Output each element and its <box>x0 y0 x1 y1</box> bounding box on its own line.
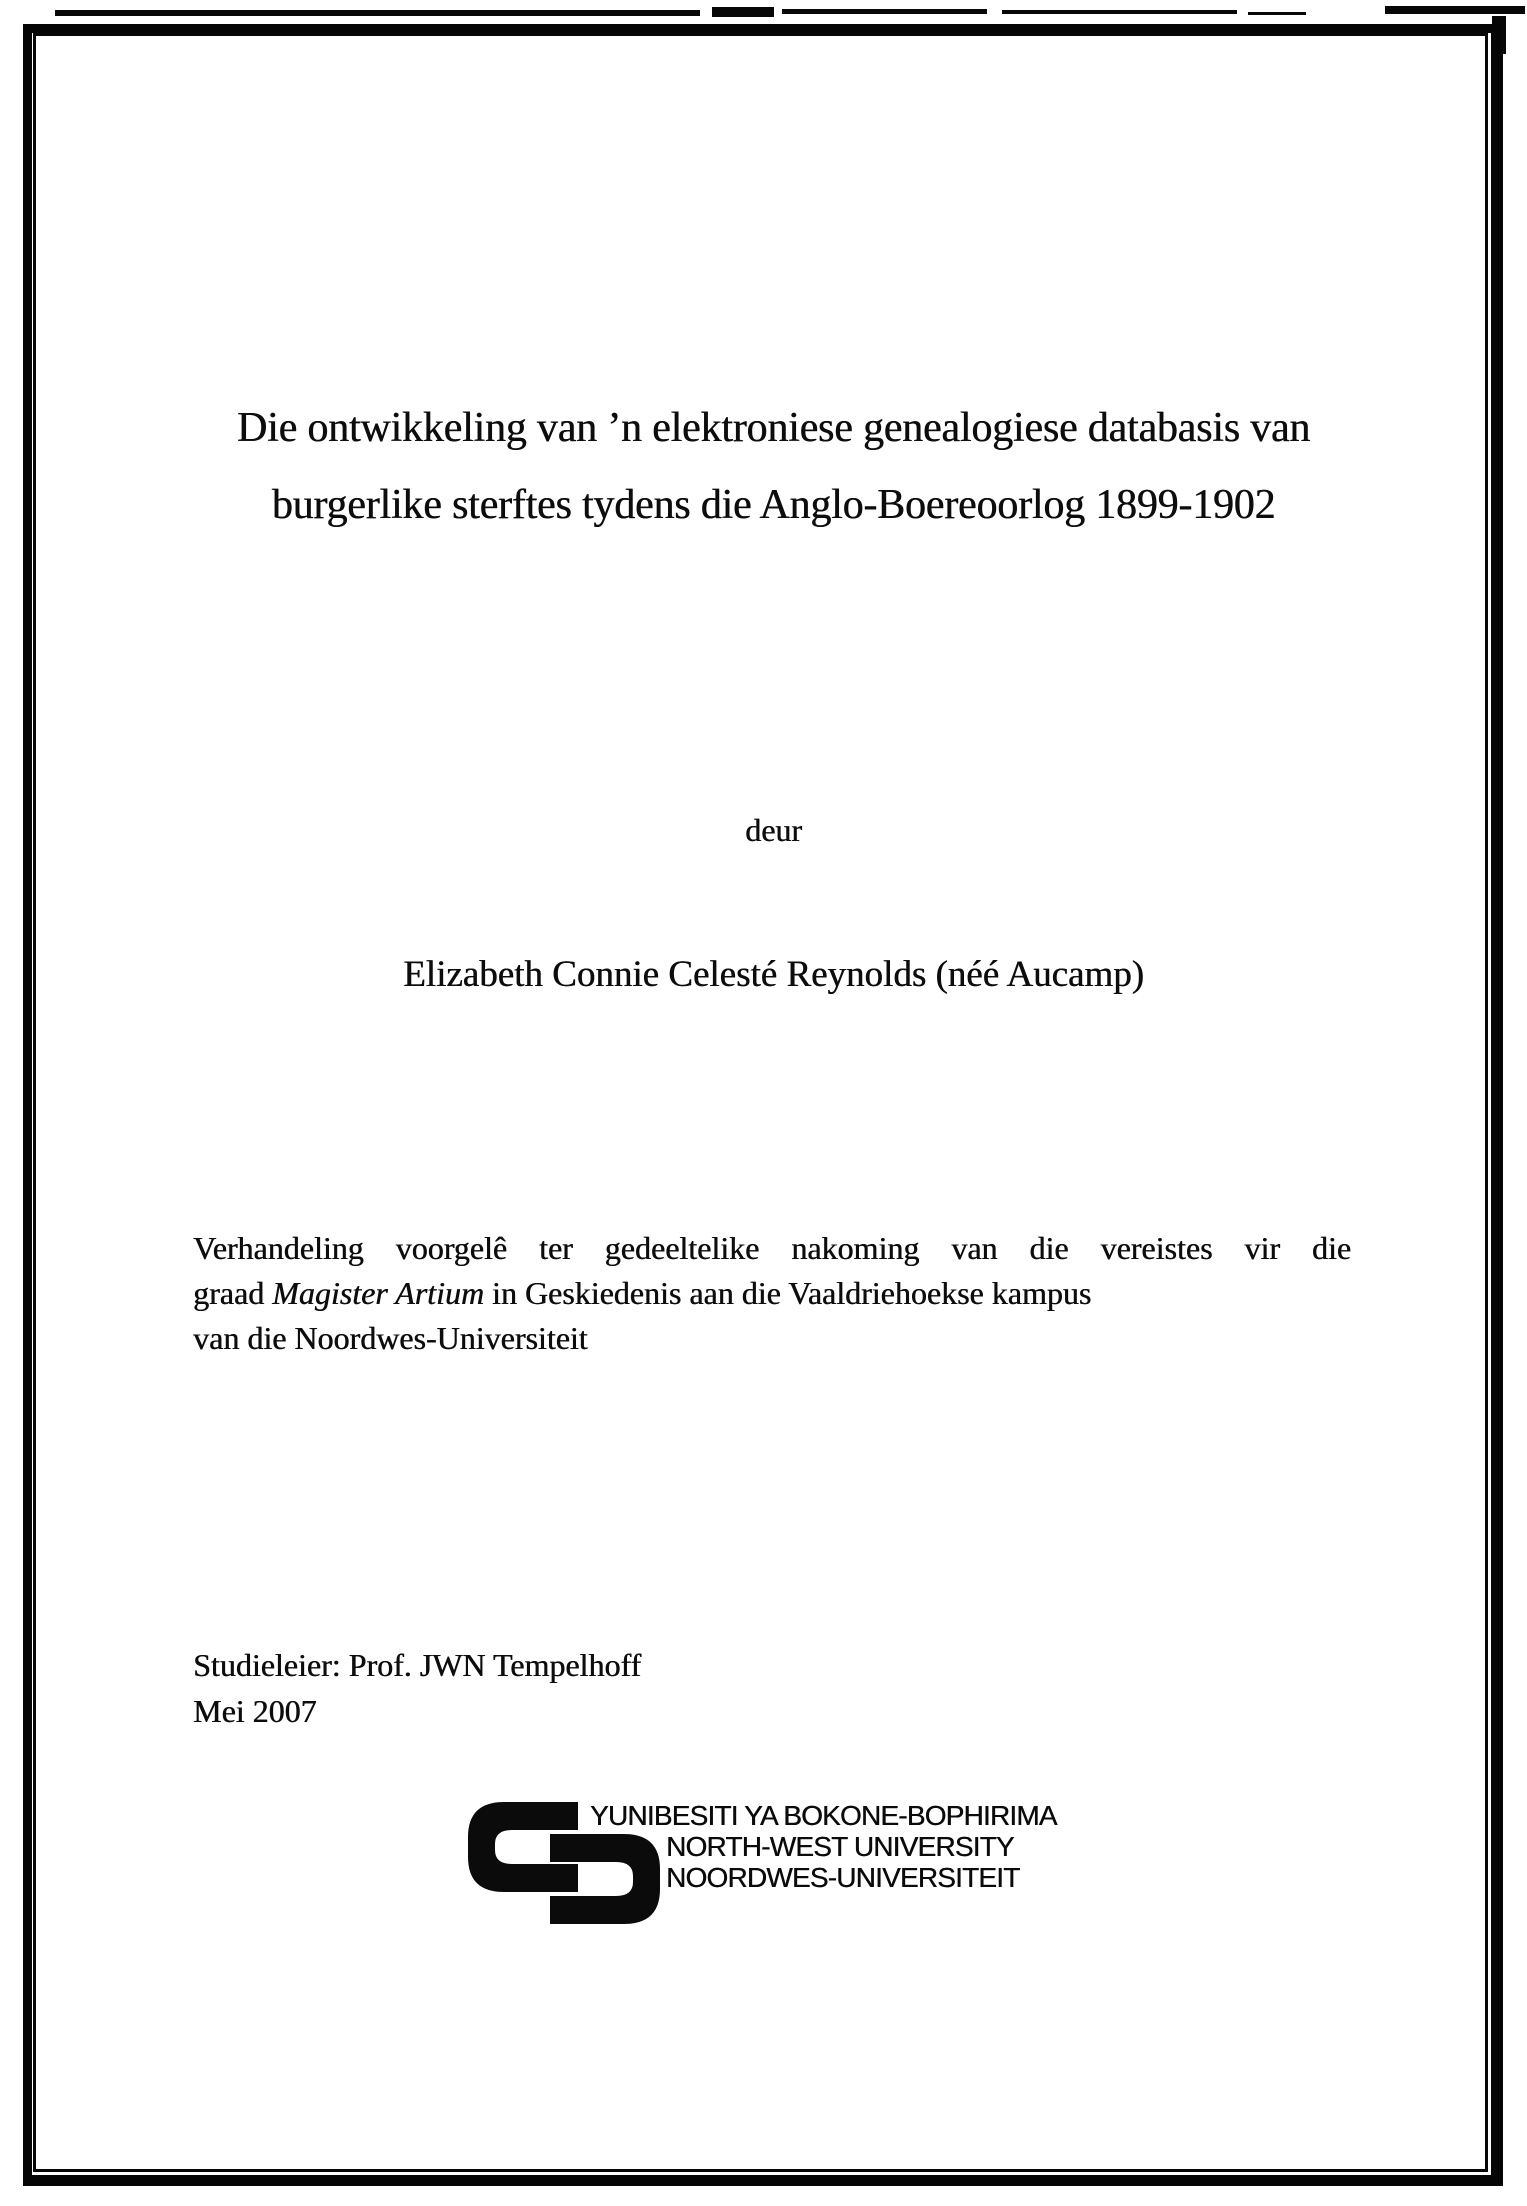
submission-line3: van die Noordwes-Universiteit <box>193 1320 588 1356</box>
scan-artifact <box>1002 10 1237 14</box>
byline-preposition: deur <box>745 812 802 848</box>
thesis-title <box>30 390 1517 544</box>
university-logo <box>468 1796 1148 1956</box>
degree-name-italic: Magister Artium <box>272 1275 484 1311</box>
university-logo-text <box>590 1800 1057 1893</box>
author-name: Elizabeth Connie Celesté Reynolds (néé Aucamp) <box>403 954 1144 995</box>
scan-artifact <box>1385 6 1525 14</box>
submission-statement <box>193 1226 1351 1361</box>
date-line: Mei 2007 <box>193 1693 317 1729</box>
submission-line2-suffix: in Geskiedenis aan die Vaaldriehoekse kampus <box>483 1275 1092 1311</box>
thesis-title-line2: burgerlike sterftes tydens die Anglo-Boereoorlog 1899-1902 <box>271 482 1276 528</box>
submission-line2-prefix: graad <box>193 1275 273 1311</box>
thesis-title-line1: Die ontwikkeling van ’n elektroniese genealogiese databasis van <box>236 405 1311 451</box>
logo-text-afrikaans: NOORDWES-UNIVERSITEIT <box>666 1862 1020 1893</box>
scan-artifact <box>1248 12 1306 15</box>
submission-line2 <box>193 1271 1351 1316</box>
supervisor-line: Studieleier: Prof. JWN Tempelhoff <box>193 1647 642 1683</box>
scan-artifact <box>55 10 700 16</box>
scan-artifact <box>712 7 774 17</box>
supervisor-block <box>193 1642 641 1734</box>
logo-text-english: NORTH-WEST UNIVERSITY <box>666 1831 1014 1862</box>
submission-line1: Verhandeling voorgelê ter gedeeltelike nakoming van die vereistes vir die <box>193 1230 1351 1266</box>
logo-text-setswana: YUNIBESITI YA BOKONE-BOPHIRIMA <box>590 1800 1057 1831</box>
scan-artifact <box>782 9 987 14</box>
